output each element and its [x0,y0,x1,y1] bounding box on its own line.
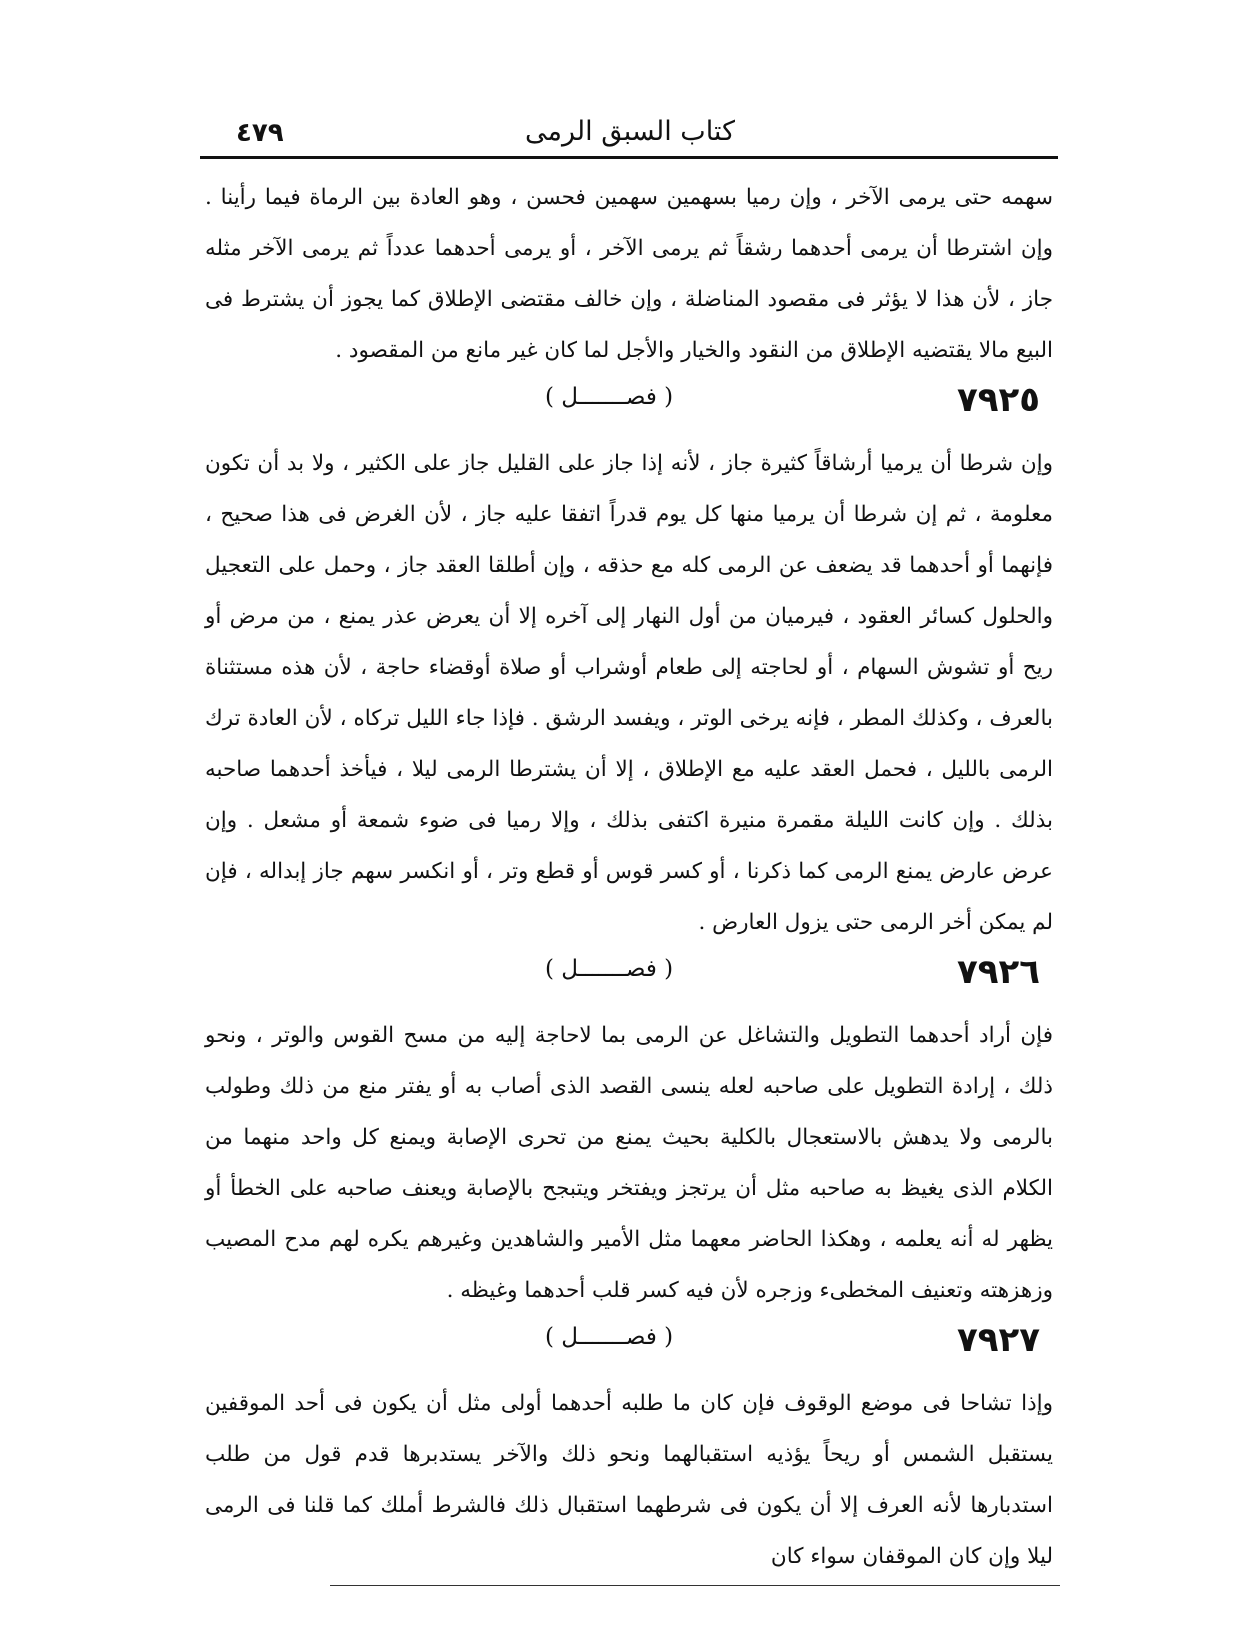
section-heading [205,948,1053,1010]
book-title: كتاب السبق الرمى [525,116,735,147]
section-paragraph: فإن أراد أحدهما التطويل والتشاغل عن الرمى بما لاحاجة إليه من مسح القوس والوتر ، ونحو ذلك ، إرادة التطويل على صاحبه لعله ينسى القصد الذى أصاب به أو يفتر منع من ذلك وطولب بالرمى ولا يدهش بالاستعجال بالكلية بحيث يمنع من تحرى الإصابة ويمنع كل واحد منهما من الكلام الذى يغيظ به صاحبه مثل أن يرتجز ويفتخر ويتبجح بالإصابة ويعنف صاحبه على الخطأ أو يظهر له أنه يعلمه ، وهكذا الحاضر معهما مثل الأمير والشاهدين وغيرهم يكره لهم مدح المصيب وزهزهته وتعنيف المخطىء وزجره لأن فيه كسر قلب أحدهما وغيظه . [205,1023,1053,1303]
section-paragraph: وإذا تشاحا فى موضع الوقوف فإن كان ما طلبه أحدهما أولى مثل أن يكون فى أحد الموقفين يستقبل الشمس أو ريحاً يؤذيه استقبالهما ونحو ذلك والآخر يستدبرها قدم قول من طلب استدبارها لأنه العرف إلا أن يكون فى شرطهما استقبال ذلك فالشرط أملك كما قلنا فى الرمى ليلا وإن كان الموقفان سواء كان [205,1391,1053,1569]
page-body [205,172,1053,1582]
page-header [200,108,1060,158]
header-divider [200,156,1058,159]
intro-paragraph: سهمه حتى يرمى الآخر ، وإن رميا بسهمين سهمين فحسن ، وهو العادة بين الرماة فيما رأينا . وإن اشترطا أن يرمى أحدهما رشقاً ثم يرمى الآخر ، أو يرمى أحدهما عدداً ثم يرمى الآخر مثله جاز ، لأن هذا لا يؤثر فى مقصود المناضلة ، وإن خالف مقتضى الإطلاق كما يجوز أن يشترط فى البيع مالا يقتضيه الإطلاق من النقود والخيار والأجل لما كان غير مانع من المقصود . [205,185,1053,363]
section-title: ( فصـــــــل ) [545,1324,674,1350]
section-number: ٧٩٢٧ [957,1320,1041,1360]
section-heading [205,376,1053,438]
section-title: ( فصـــــــل ) [545,956,674,982]
section-number: ٧٩٢٦ [957,952,1041,992]
section-paragraph: وإن شرطا أن يرميا أرشاقاً كثيرة جاز ، لأنه إذا جاز على القليل جاز على الكثير ، ولا بد أن تكون معلومة ، ثم إن شرطا أن يرميا منها كل يوم قدراً اتفقا عليه جاز ، لأن الغرض فى هذا صحيح ، فإنهما أو أحدهما قد يضعف عن الرمى كله مع حذقه ، وإن أطلقا العقد جاز ، وحمل على التعجيل والحلول كسائر العقود ، فيرميان من أول النهار إلى آخره إلا أن يعرض عذر يمنع ، من مرض أو ريح أو تشوش السهام ، أو لحاجته إلى طعام أوشراب أو صلاة أوقضاء حاجة ، لأن هذه مستثناة بالعرف ، وكذلك المطر ، فإنه يرخى الوتر ، ويفسد الرشق . فإذا جاء الليل تركاه ، لأن العادة ترك الرمى بالليل ، فحمل العقد عليه مع الإطلاق ، إلا أن يشترطا الرمى ليلا ، فيأخذ أحدهما صاحبه بذلك . وإن كانت الليلة مقمرة منيرة اكتفى بذلك ، وإلا رميا فى ضوء شمعة أو مشعل . وإن عرض عارض يمنع الرمى كما ذكرنا ، أو كسر قوس أو قطع وتر ، أو انكسر سهم جاز إبداله ، فإن لم يمكن أخر الرمى حتى يزول العارض . [205,451,1053,935]
page-number: ٤٧٩ [236,118,284,148]
section-heading [205,1316,1053,1378]
section-title: ( فصـــــــل ) [545,384,674,410]
section-number: ٧٩٢٥ [957,380,1041,420]
footer-divider [330,1585,1060,1586]
